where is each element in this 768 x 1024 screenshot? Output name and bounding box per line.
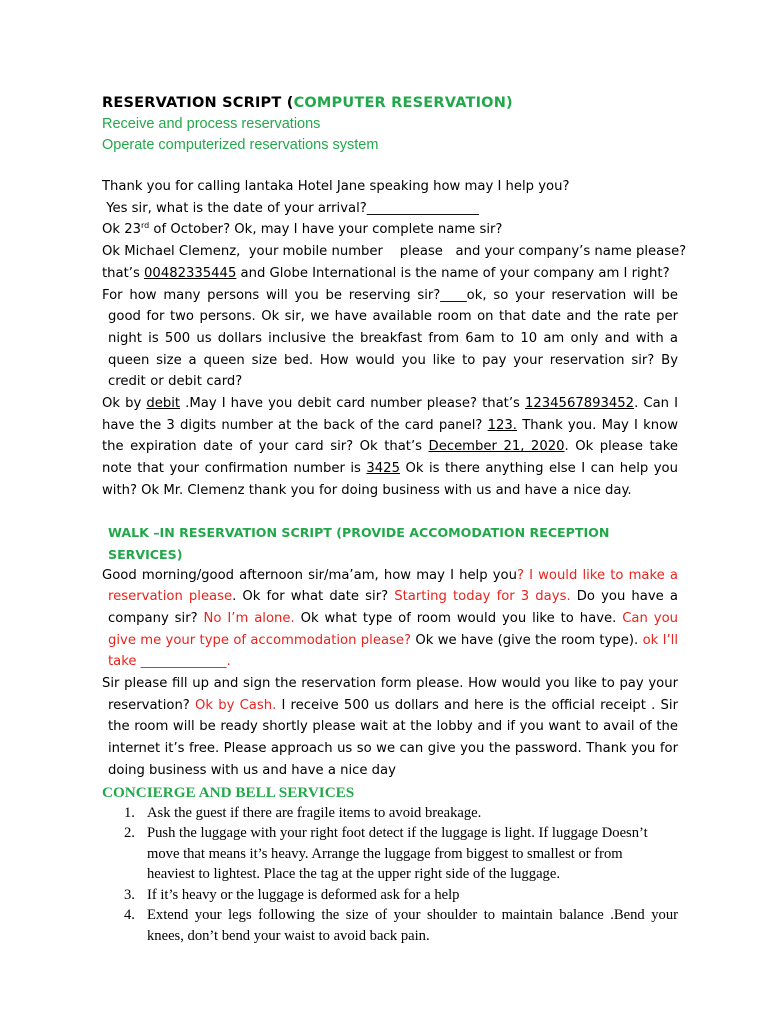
subtitle-receive: Receive and process reservations (102, 116, 321, 132)
script-line: Yes sir, what is the date of your arrival?_________________ (102, 200, 479, 216)
expiration-date: December 21, 2020 (428, 439, 565, 455)
list-item: 3. If it’s heavy or the luggage is deformed ask for a help (124, 886, 460, 903)
script-paragraph: Good morning/good afternoon sir/ma’am, how may I help you? I would like to make a reservation please. Ok for what date sir? Starting today for 3 days. Do you have a company sir? No I’m alone. Ok what type of room would you like to have. Can you give me your type of accommodation please? Ok we have (give the room type). ok I’ll take _____________. (102, 567, 679, 670)
subtitle-operate: Operate computerized reservations system (102, 137, 379, 153)
script-line: Ok Michael Clemenz, your mobile number please and your company’s name please? (102, 244, 687, 260)
document-title (102, 92, 678, 114)
script-line: Ok 23rd of October? Ok, may I have your complete name sir? (102, 221, 503, 238)
list-item: 2. Push the luggage with your right foot detect if the luggage is light. If luggage Doesn’t move that means it’s heavy. Arrange the luggage from biggest to smallest or from heaviest to lightest. Place the tag at the upper right side of the luggage. (124, 825, 648, 883)
script-paragraph: Ok by debit .May I have you debit card number please? that’s 1234567893452. Can I have the 3 digits number at the back of the card panel? 123. Thank you. May I know the expiration date of your card sir? Ok that’s December 21, 2020. Ok please take note that your confirmation number is 3425 Ok is there anything else I can help you with? Ok Mr. Clemenz thank you for doing business with us and have a nice day. (102, 396, 679, 498)
title-main: RESERVATION SCRIPT ( (102, 95, 294, 111)
walk-in-heading: WALK –IN RESERVATION SCRIPT (PROVIDE ACCOMODATION RECEPTION SERVICES) (108, 524, 610, 562)
list-item: 4. Extend your legs following the size of your shoulder to maintain balance .Bend your knees, don’t bend your waist to avoid back pain. (124, 907, 678, 944)
script-paragraph: Sir please fill up and sign the reservation form please. How would you like to pay your reservation? Ok by Cash. I receive 500 us dollars and here is the official receipt . Sir the room will be ready shortly please wait at the lobby and if you want to avail of the internet it’s free. Please approach us so we can give you the password. Thank you for doing business with us and have a nice day (102, 676, 678, 778)
script-paragraph: For how many persons will you be reserving sir?____ok, so your reservation will be good for two persons. Ok sir, we have available room on that date and the rate per night is 500 us dollars inclusive the breakfast from 6am to 10 am only and with a queen size a queen size bed. How would you like to pay your reservation sir? By credit or debit card? (102, 287, 678, 390)
list-item: 1. Ask the guest if there are fragile items to avoid breakage. (124, 804, 482, 821)
phone-reservation-script (102, 176, 687, 502)
confirmation-number: 3425 (366, 461, 400, 477)
document-page (102, 92, 687, 946)
card-number: 1234567893452 (525, 396, 635, 412)
phone-number: 00482335445 (144, 265, 237, 281)
script-line: Thank you for calling lantaka Hotel Jane speaking how may I help you? (102, 179, 570, 194)
card-cvv: 123. (487, 417, 518, 433)
walk-in-script (102, 565, 678, 782)
script-line: that’s 00482335445 and Globe International is the name of your company am I right? (102, 265, 670, 281)
concierge-list (102, 803, 678, 947)
concierge-heading: CONCIERGE AND BELL SERVICES (102, 783, 355, 801)
title-green: COMPUTER RESERVATION) (293, 95, 513, 111)
